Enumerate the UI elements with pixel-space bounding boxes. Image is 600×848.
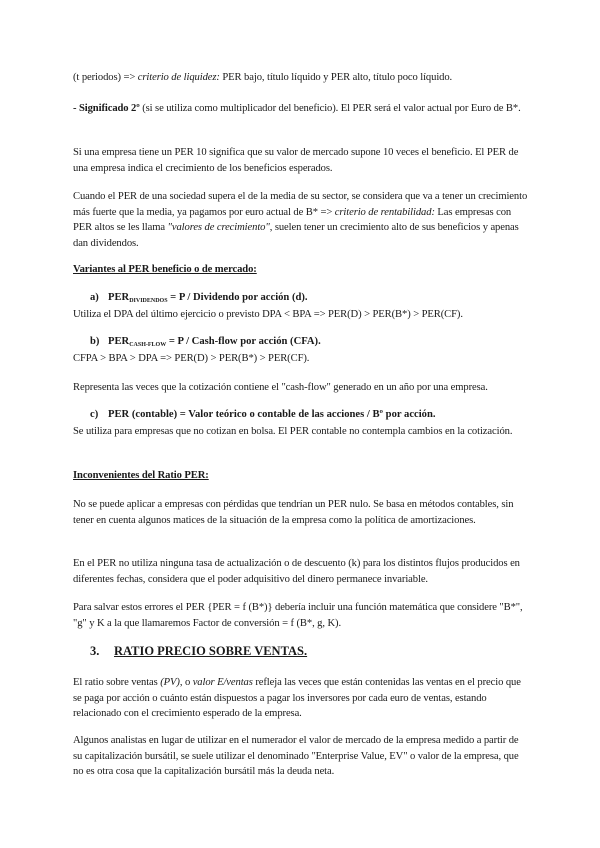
text-run: PER — [108, 336, 130, 347]
item-b-text: CFPA > BPA > DPA => PER(D) > PER(B*) > PER(CF). — [73, 353, 310, 364]
item-c-text: Se utiliza para empresas que no cotizan en bolsa. El PER contable no contempla cambios en la cotización. — [73, 426, 513, 437]
text-run: , o — [179, 677, 193, 688]
item-c-heading — [90, 409, 436, 420]
item-label: a) — [90, 292, 99, 303]
ev-paragraph: Algunos analistas en lugar de utilizar en el numerador el valor de mercado de la empresa medido a partir de su capitalización bursátil, se suele utilizar el denominado "Enterprise Value, EV" o valor de la empresa, que no es otra cosa que la capitalización bursátil más la deuda neta. — [73, 735, 519, 777]
tasa-paragraph: En el PER no utiliza ninguna tasa de actualización o de descuento (k) para los distintos flujos producidos en diferentes fechas, considera que el poder adquisitivo del dinero permanece invariable. — [73, 558, 520, 585]
italic-run: criterio de rentabilidad: — [334, 206, 435, 218]
subscript: CASH-FLOW — [129, 342, 167, 348]
item-a-heading — [90, 292, 308, 304]
pv-paragraph — [73, 675, 529, 722]
text-run: = P / Dividendo por acción (d). — [167, 292, 308, 303]
item-label: c) — [90, 409, 99, 420]
text-run: refleja las veces que están contenidas las ventas en el precio que se paga por acción o cuánto están dispuestos a pagar los inversores por cada euro de ventas, estando relacionado con el crecimiento esperado de la empresa. — [73, 677, 521, 719]
italic-run: valor E/ventas — [192, 677, 253, 688]
representa-paragraph: Representa las veces que la cotización contiene el "cash-flow" generado en un año por una empresa. — [73, 382, 488, 393]
section-number: 3. — [90, 644, 100, 658]
text-run: (t periodos) => — [73, 72, 138, 83]
text-run: Cuando el PER de una sociedad supera el de la media de su sector, se considera que va a tener un crecimiento más fuerte que la media, ya pagamos por euro actual de B* => — [73, 191, 528, 218]
errores-paragraph: Para salvar estos errores el PER {PER = f (B*)} debería incluir una función matemática que considere "B*", "g" y K a la que llamaremos Factor de conversión = f (B*, g, K). — [73, 602, 523, 629]
text-run: PER (contable) = Valor teórico o contable de las acciones / Bº por acción. — [108, 409, 436, 420]
item-b-heading — [90, 336, 321, 348]
text-run: PER bajo, título líquido y PER alto, título poco líquido. — [219, 72, 453, 83]
text-run: = P / Cash-flow por acción (CFA). — [166, 336, 321, 347]
sector-paragraph — [73, 189, 529, 251]
item-label: b) — [90, 336, 100, 347]
section-3-heading — [90, 644, 307, 659]
heading-inconvenientes: Inconvenientes del Ratio PER: — [73, 470, 209, 481]
perdidas-paragraph: No se puede aplicar a empresas con pérdidas que tendrían un PER nulo. Se basa en métodos contables, sin tener en cuenta algunos matices de la situación de la empresa como la política de amortizaciones. — [73, 499, 514, 526]
per10-paragraph: Si una empresa tiene un PER 10 significa que su valor de mercado supone 10 veces el beneficio. El PER de una empresa indica el crecimiento de los beneficios esperados. — [73, 147, 519, 174]
text-run: (si se utiliza como multiplicador del beneficio). El PER será el valor actual por Euro de B*. — [139, 103, 521, 114]
heading-variantes: Variantes al PER beneficio o de mercado: — [73, 264, 257, 275]
subscript: DIVIDENDOS — [129, 298, 168, 304]
italic-run: "valores de crecimiento" — [167, 222, 270, 233]
italic-run: criterio de liquidez: — [137, 72, 220, 83]
significado-2-paragraph — [73, 101, 529, 117]
text-run: El ratio sobre ventas — [73, 677, 161, 688]
liquidity-criterion-line — [73, 70, 529, 86]
text-run: PER — [108, 292, 130, 303]
section-title: RATIO PRECIO SOBRE VENTAS. — [114, 644, 308, 658]
text-run: , suelen tener un crecimiento alto de sus beneficios y apenas dan dividendos. — [73, 222, 519, 249]
bold-run: - Significado 2º — [73, 103, 140, 114]
italic-run: (PV) — [160, 677, 180, 688]
item-a-text: Utiliza el DPA del último ejercicio o previsto DPA < BPA => PER(D) > PER(B*) > PER(CF). — [73, 309, 463, 320]
text-run: Las empresas con PER altos se les llama — [73, 206, 512, 233]
